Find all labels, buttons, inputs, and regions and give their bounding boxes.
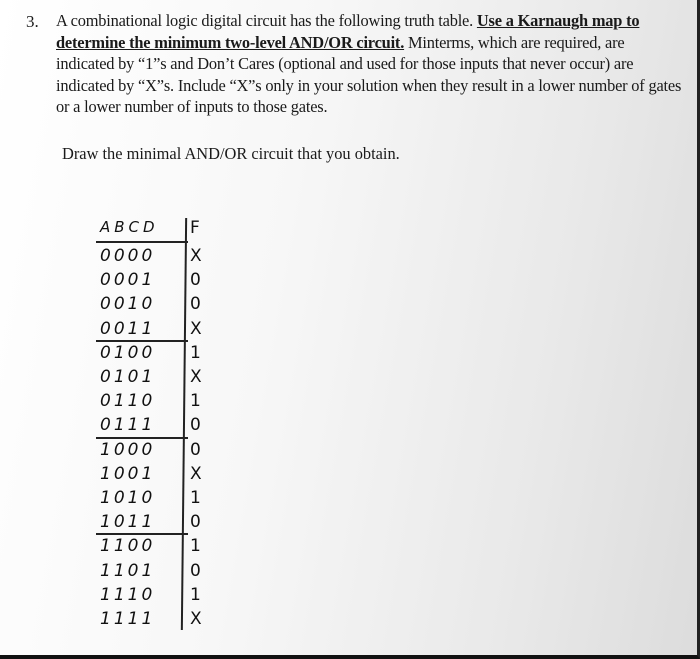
row-output: 0 (190, 512, 201, 533)
table-row (96, 294, 256, 316)
row-inputs: 0110 (100, 391, 156, 412)
row-inputs: 1011 (100, 512, 156, 533)
row-output: X (190, 463, 202, 484)
row-output: X (190, 367, 202, 387)
table-row (96, 319, 256, 341)
group-separator (96, 533, 188, 535)
header-underline (96, 241, 188, 243)
row-output: 0 (190, 415, 201, 436)
row-inputs: 0010 (100, 294, 156, 315)
problem-text-details: Minterms, which are required, are indicated by “1”s and Don’t Cares (optional and used for those inputs that never occur) are indicated by “X”s. Include “X”s only in your solution when they result in a lower number of gates or a lower number of inputs to those gates. (56, 32, 682, 116)
header-output: F (190, 218, 200, 238)
problem-statement (56, 10, 686, 118)
table-row (96, 536, 256, 558)
row-output: 1 (190, 342, 201, 363)
table-row (96, 512, 256, 534)
table-row (96, 367, 256, 389)
table-row (96, 246, 256, 268)
table-row (96, 391, 256, 413)
row-output: 0 (190, 560, 201, 581)
row-output: 1 (190, 584, 201, 605)
row-inputs: 1101 (100, 560, 156, 581)
row-output: 0 (190, 439, 201, 460)
table-row (96, 488, 256, 510)
row-output: 0 (190, 294, 201, 315)
row-inputs: 1001 (100, 463, 156, 484)
table-row (96, 585, 256, 607)
group-separator (96, 437, 188, 439)
row-output: 0 (190, 270, 201, 291)
table-row (96, 440, 256, 462)
table-row (96, 609, 256, 631)
table-row (96, 415, 256, 437)
row-inputs: 1100 (100, 536, 156, 557)
row-output: X (190, 609, 202, 629)
problem-number: 3. (26, 12, 39, 31)
row-inputs: 1111 (100, 609, 156, 629)
row-inputs: 1000 (100, 439, 156, 460)
row-output: 1 (190, 536, 201, 557)
row-output: 1 (190, 391, 201, 412)
header-inputs: ABCD (100, 218, 159, 236)
table-header-row (96, 218, 256, 240)
table-row (96, 464, 256, 486)
row-inputs: 0001 (100, 270, 156, 291)
group-separator (96, 340, 188, 342)
problem-text-intro: A combinational logic digital circuit has the following truth table. (56, 11, 474, 30)
row-inputs: 0100 (100, 342, 156, 363)
row-inputs: 0000 (100, 246, 156, 266)
row-inputs: 1010 (100, 488, 156, 508)
row-inputs: 0111 (100, 415, 156, 436)
instruction-text: Draw the minimal AND/OR circuit that you obtain. (62, 144, 400, 163)
row-inputs: 0101 (100, 367, 156, 387)
row-output: 1 (190, 488, 201, 508)
table-row (96, 343, 256, 365)
table-row (96, 270, 256, 292)
problem-emphasis: Use a Karnaugh map to determine the minimum two-level AND/OR circuit. (56, 11, 640, 52)
row-output: X (190, 318, 202, 339)
row-inputs: 1110 (100, 584, 156, 605)
row-output: X (190, 246, 202, 266)
row-inputs: 0011 (100, 318, 156, 339)
table-row (96, 561, 256, 583)
